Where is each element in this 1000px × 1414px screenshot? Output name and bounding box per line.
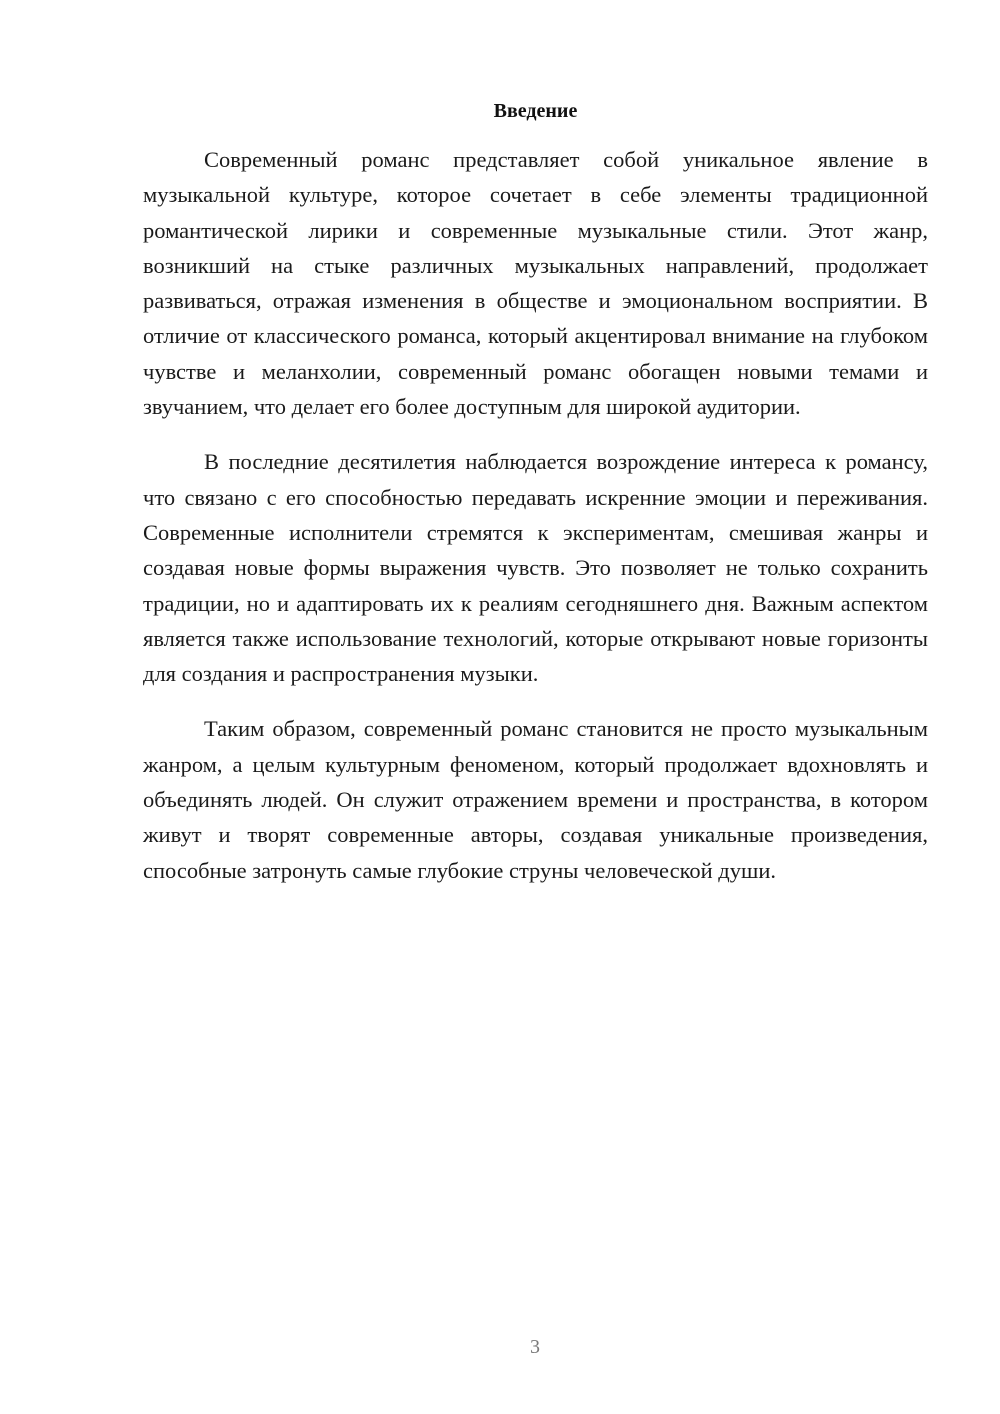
page-number: 3 [530,1336,540,1358]
paragraph-2: В последние десятилетия наблюдается возрождение интереса к романсу, что связано с его способностью передавать искренние эмоции и переживания. Современные исполнители стремятся к экспериментам, смешивая жанры и создавая новые формы выражения чувств. Это позволяет не только сохранить традиции, но и адаптировать их к реалиям сегодняшнего дня. Важным аспектом является также использование технологий, которые открывают новые горизонты для создания и распространения музыки. [143,449,928,687]
body-text [143,142,928,908]
section-heading: Введение [493,100,578,122]
paragraph-1: Современный романс представляет собой уникальное явление в музыкальной культуре, которое сочетает в себе элементы традиционной романтической лирики и современные музыкальные стили. Этот жанр, возникший на стыке различных музыкальных направлений, продолжает развиваться, отражая изменения в обществе и эмоциональном восприятии. В отличие от классического романса, который акцентировал внимание на глубоком чувстве и меланхолии, современный романс обогащен новыми темами и звучанием, что делает его более доступным для широкой аудитории. [143,147,928,420]
paragraph-3: Таким образом, современный романс становится не просто музыкальным жанром, а целым культурным феноменом, который продолжает вдохновлять и объединять людей. Он служит отражением времени и пространства, в котором живут и творят современные авторы, создавая уникальные произведения, способные затронуть самые глубокие струны человеческой души. [143,716,928,883]
